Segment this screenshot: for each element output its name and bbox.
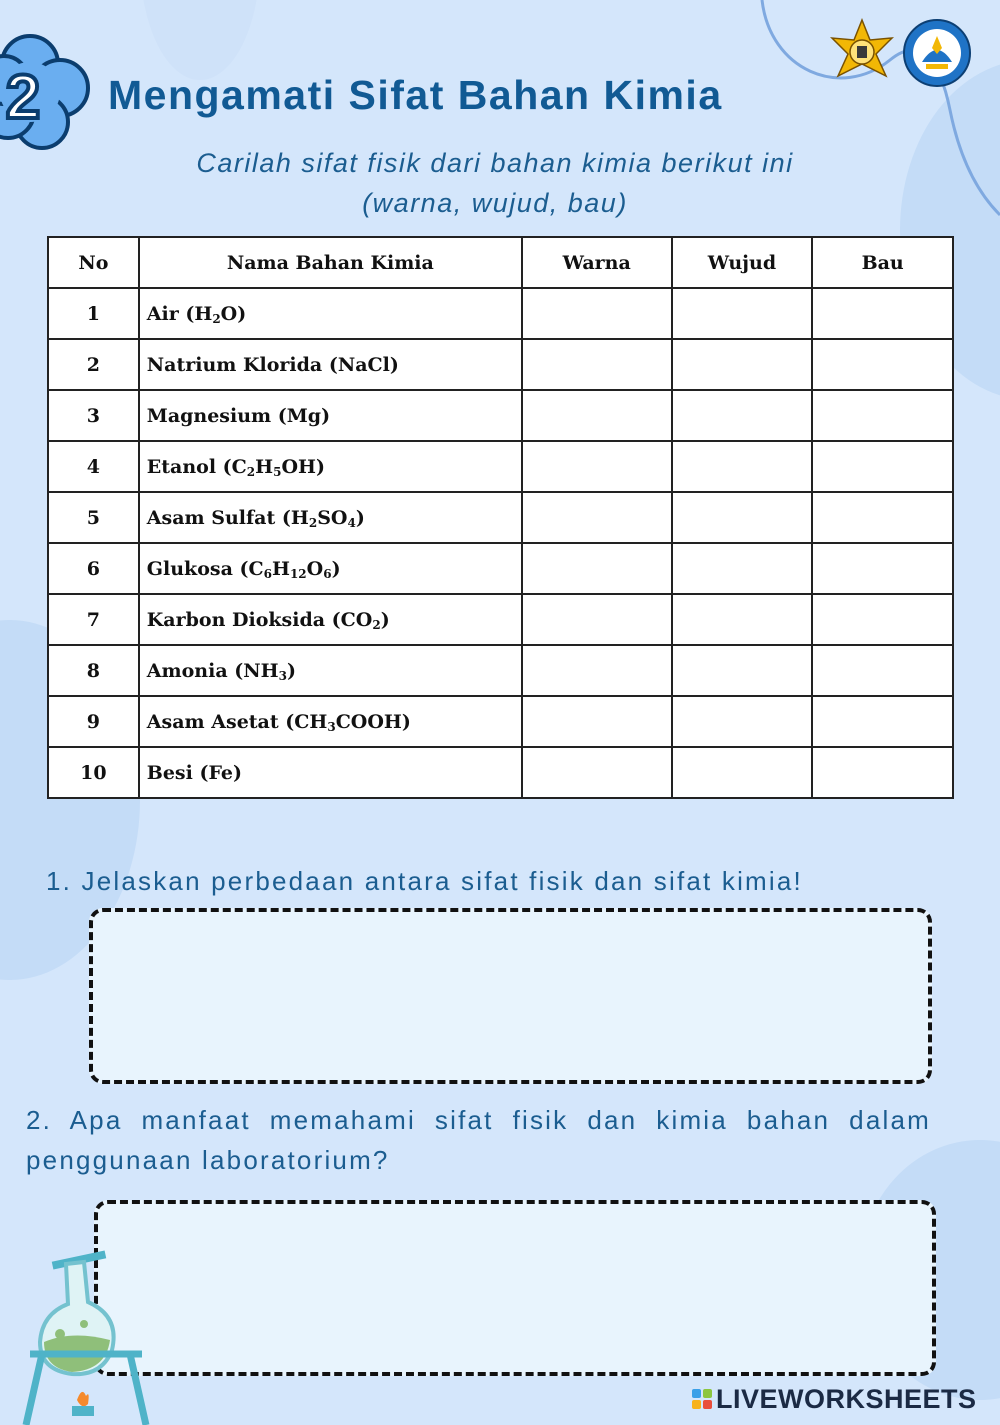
- chemical-name-text: ): [286, 659, 296, 682]
- chemical-name-text: O): [220, 302, 247, 325]
- row-number: 1: [48, 288, 139, 339]
- table-row: [48, 645, 953, 696]
- formula-subscript: 5: [273, 464, 282, 479]
- input-cell-warna[interactable]: [522, 543, 672, 594]
- input-cell-warna[interactable]: [522, 441, 672, 492]
- row-number: 3: [48, 390, 139, 441]
- row-number: 9: [48, 696, 139, 747]
- input-cell-wujud[interactable]: [672, 594, 813, 645]
- table-row: [48, 441, 953, 492]
- chemical-name-text: ): [380, 608, 390, 631]
- input-cell-warna[interactable]: [522, 645, 672, 696]
- chemical-name-text: Karbon Dioksida (CO: [146, 608, 373, 631]
- background-shape: [140, 0, 260, 80]
- chemical-name-text: Asam Sulfat (H: [146, 506, 309, 529]
- table-header-row: [48, 237, 953, 288]
- column-header-name: Nama Bahan Kimia: [139, 237, 522, 288]
- chemical-name: [139, 543, 522, 594]
- table-row: [48, 696, 953, 747]
- input-cell-warna[interactable]: [522, 696, 672, 747]
- formula-subscript: 2: [308, 515, 318, 530]
- lab-flask-icon: [22, 1250, 152, 1425]
- section-number-badge: [0, 28, 94, 150]
- row-number: 8: [48, 645, 139, 696]
- table-row: [48, 492, 953, 543]
- formula-subscript: 3: [278, 668, 287, 683]
- input-cell-wujud[interactable]: [672, 645, 813, 696]
- question-1: 1. Jelaskan perbedaan antara sifat fisik dan sifat kimia!: [46, 866, 803, 896]
- row-number: 4: [48, 441, 139, 492]
- chemical-name-text: SO: [317, 506, 348, 529]
- chemical-name: [139, 747, 522, 798]
- instruction-line-2: (warna, wujud, bau): [362, 188, 628, 218]
- column-header-no: No: [48, 237, 139, 288]
- chemical-name-text: H: [271, 557, 290, 580]
- input-cell-bau[interactable]: [812, 645, 953, 696]
- input-cell-bau[interactable]: [812, 492, 953, 543]
- chemical-name-text: Besi (Fe): [146, 761, 242, 784]
- input-cell-warna[interactable]: [522, 288, 672, 339]
- input-cell-bau[interactable]: [812, 339, 953, 390]
- chemical-name-text: Natrium Klorida (NaCl): [146, 353, 399, 376]
- section-number: 2: [5, 63, 41, 132]
- input-cell-bau[interactable]: [812, 594, 953, 645]
- instruction-line-1: Carilah sifat fisik dari bahan kimia berikut ini: [196, 148, 794, 178]
- chemical-name: [139, 645, 522, 696]
- input-cell-bau[interactable]: [812, 390, 953, 441]
- input-cell-wujud[interactable]: [672, 747, 813, 798]
- formula-subscript: 3: [327, 719, 336, 734]
- chemical-name: [139, 441, 522, 492]
- formula-subscript: 2: [246, 464, 256, 479]
- table-row: [48, 543, 953, 594]
- chemical-name: [139, 492, 522, 543]
- row-number: 10: [48, 747, 139, 798]
- input-cell-bau[interactable]: [812, 288, 953, 339]
- input-cell-bau[interactable]: [812, 543, 953, 594]
- chemical-name-text: Air (H: [146, 302, 213, 325]
- chemical-name: [139, 339, 522, 390]
- formula-subscript: 2: [372, 617, 381, 632]
- formula-subscript: 2: [212, 311, 221, 326]
- input-cell-bau[interactable]: [812, 441, 953, 492]
- input-cell-bau[interactable]: [812, 747, 953, 798]
- formula-subscript: 4: [347, 515, 356, 530]
- table-row: [48, 288, 953, 339]
- input-cell-warna[interactable]: [522, 747, 672, 798]
- row-number: 5: [48, 492, 139, 543]
- input-cell-warna[interactable]: [522, 492, 672, 543]
- chemical-name-text: Glukosa (C: [146, 557, 264, 580]
- chemical-name-text: COOH): [335, 710, 411, 733]
- input-cell-wujud[interactable]: [672, 492, 813, 543]
- chemical-name-text: Magnesium (Mg): [146, 404, 331, 427]
- chemical-name-text: ): [355, 506, 365, 529]
- chemical-name-text: Etanol (C: [146, 455, 247, 478]
- column-header-bau: Bau: [812, 237, 953, 288]
- kemendikbud-logo-icon: [902, 18, 972, 88]
- input-cell-warna[interactable]: [522, 594, 672, 645]
- input-cell-wujud[interactable]: [672, 390, 813, 441]
- formula-subscript: 6: [323, 566, 332, 581]
- column-header-wujud: Wujud: [672, 237, 813, 288]
- liveworksheets-logo-icon: [692, 1389, 712, 1409]
- table-body: [48, 288, 953, 798]
- chemical-name: [139, 390, 522, 441]
- chemical-properties-table: [47, 236, 954, 799]
- chemical-name: [139, 594, 522, 645]
- liveworksheets-brand: [692, 1382, 977, 1416]
- answer-2-field[interactable]: [94, 1200, 936, 1376]
- row-number: 6: [48, 543, 139, 594]
- university-logo-icon: [826, 18, 898, 86]
- formula-subscript: 12: [289, 566, 307, 581]
- formula-subscript: 6: [263, 566, 272, 581]
- question-2: 2. Apa manfaat memahami sifat fisik dan kimia bahan dalam penggunaan laboratorium?: [26, 1105, 931, 1175]
- row-number: 7: [48, 594, 139, 645]
- chemical-name-text: OH): [281, 455, 325, 478]
- chemical-name: [139, 696, 522, 747]
- input-cell-warna[interactable]: [522, 339, 672, 390]
- chemical-name-text: O: [306, 557, 324, 580]
- input-cell-wujud[interactable]: [672, 696, 813, 747]
- chemical-name-text: Amonia (NH: [146, 659, 279, 682]
- chemical-name-text: ): [331, 557, 341, 580]
- answer-1-field[interactable]: [89, 908, 932, 1084]
- row-number: 2: [48, 339, 139, 390]
- chemical-name-text: H: [255, 455, 274, 478]
- chemical-name-text: Asam Asetat (CH: [146, 710, 328, 733]
- input-cell-wujud[interactable]: [672, 339, 813, 390]
- page-title: Mengamati Sifat Bahan Kimia: [108, 72, 723, 118]
- table-row: [48, 339, 953, 390]
- table-row: [48, 594, 953, 645]
- input-cell-warna[interactable]: [522, 390, 672, 441]
- input-cell-wujud[interactable]: [672, 441, 813, 492]
- input-cell-bau[interactable]: [812, 696, 953, 747]
- input-cell-wujud[interactable]: [672, 543, 813, 594]
- brand-name: LIVEWORKSHEETS: [716, 1383, 977, 1414]
- column-header-warna: Warna: [522, 237, 672, 288]
- table-row: [48, 747, 953, 798]
- input-cell-wujud[interactable]: [672, 288, 813, 339]
- table-row: [48, 390, 953, 441]
- chemical-name: [139, 288, 522, 339]
